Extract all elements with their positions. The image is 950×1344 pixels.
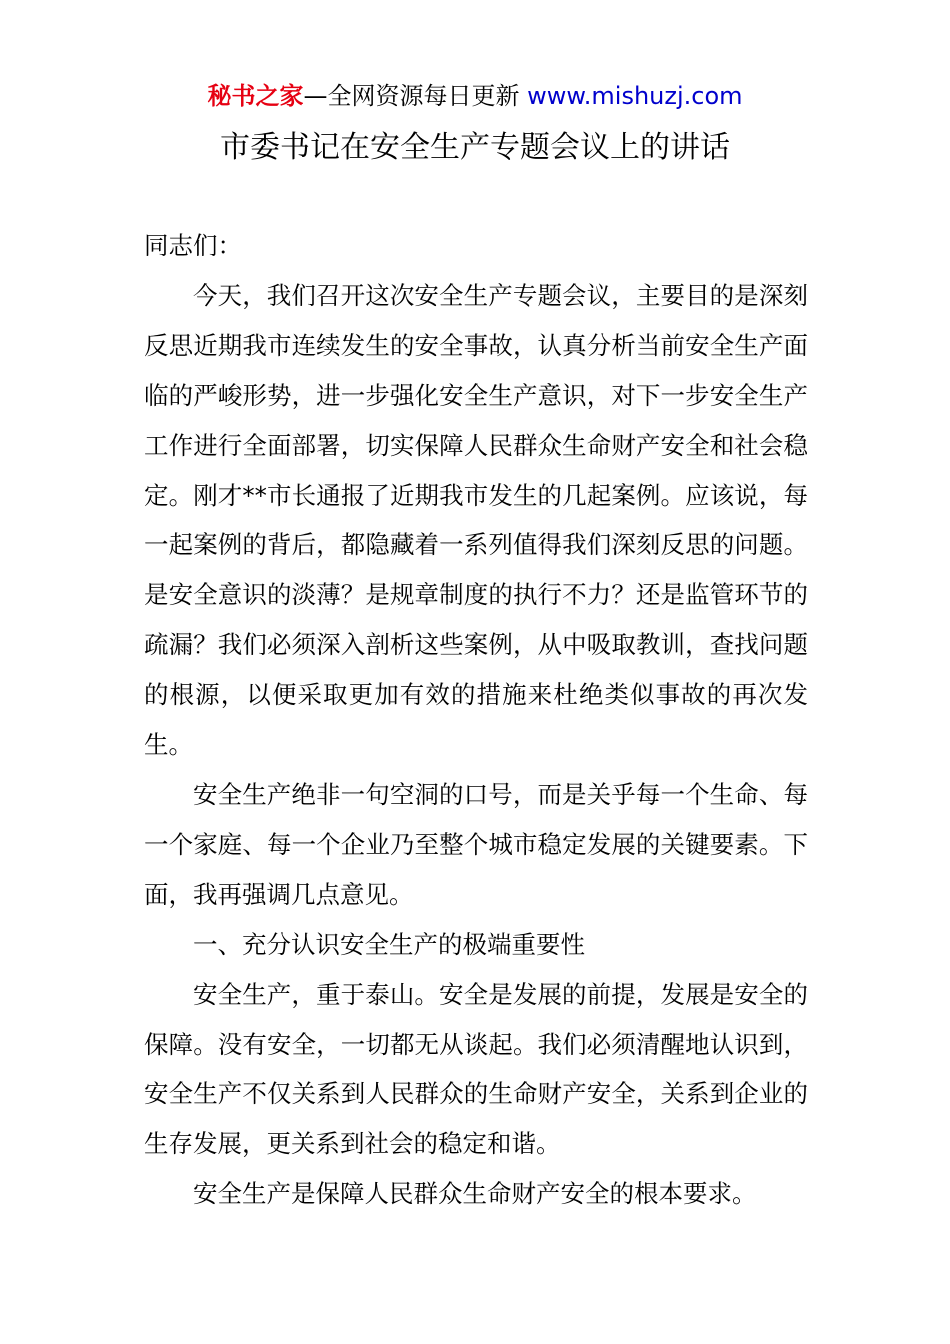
document-title: 市委书记在安全生产专题会议上的讲话: [220, 130, 730, 165]
document-body: [144, 221, 808, 1219]
salutation: 同志们：: [144, 231, 242, 260]
paragraph: 安全生产是保障人民群众生命财产安全的根本要求。: [193, 1179, 757, 1209]
site-tagline: —全网资源每日更新: [303, 82, 520, 110]
paragraph: 安全生产绝非一句空洞的口号，而是关乎每一个生命、每一个家庭、每一个企业乃至整个城市稳定发展的关键要素。下面，我再强调几点意见。: [144, 779, 808, 909]
section-heading: 一、充分认识安全生产的极端重要性: [193, 929, 585, 959]
paragraph: 今天，我们召开这次安全生产专题会议，主要目的是深刻反思近期我市连续发生的安全事故，认真分析当前安全生产面临的严峻形势，进一步强化安全生产意识，对下一步安全生产工作进行全面部署，切实保障人民群众生命财产安全和社会稳定。刚才**市长通报了近期我市发生的几起案例。应该说，每一起案例的背后，都隐藏着一系列值得我们深刻反思的问题。是安全意识的淡薄？是规章制度的执行不力？还是监管环节的疏漏？我们必须深入剖析这些案例，从中吸取教训，查找问题的根源，以便采取更加有效的措施来杜绝类似事故的再次发生。: [144, 280, 808, 760]
site-url[interactable]: www.mishuzj.com: [519, 82, 743, 110]
site-brand: 秘书之家: [207, 82, 304, 110]
site-header: [0, 80, 950, 112]
paragraph: 安全生产，重于泰山。安全是发展的前提，发展是安全的保障。没有安全，一切都无从谈起。我们必须清醒地认识到，安全生产不仅关系到人民群众的生命财产安全，关系到企业的生存发展，更关系到社会的稳定和谐。: [144, 979, 808, 1159]
